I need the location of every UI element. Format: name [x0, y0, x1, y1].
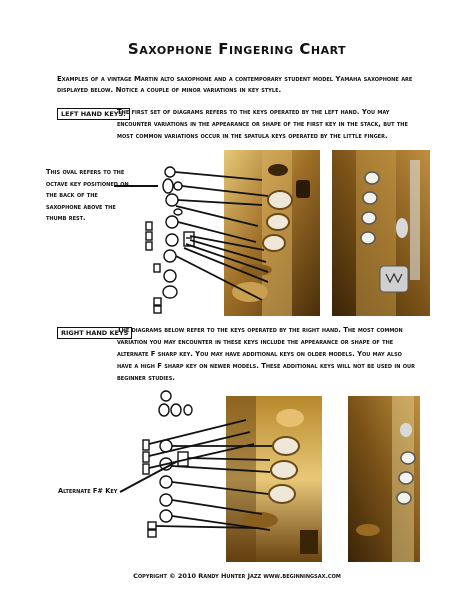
rh-key-c — [184, 405, 192, 415]
left-key-3 — [166, 234, 178, 246]
left-key-2 — [166, 216, 178, 228]
intro-text: Examples of a vintage Martin alto saxophone and a contemporary student model Yamaha saxophone are displayed below. Notice a couple of minor variations in key style. — [57, 75, 413, 94]
rh-key-3 — [160, 476, 172, 488]
left-hand-martin-photo — [224, 150, 320, 316]
footer-copyright: Copyright © 2010 Randy Hunter Jazz www.beginningsax.com — [133, 572, 341, 580]
side-key-3 — [143, 464, 149, 474]
low-b-flat-key — [163, 286, 177, 298]
low-c-key — [160, 510, 172, 522]
rh-top-key — [161, 391, 171, 401]
pinky-cluster — [184, 232, 194, 246]
left-hand-description: The first set of diagrams refers to the keys operated by the left hand. You may encounter variations in the appearance or shape of the first key in the stack, but the most common variations occur in the spatula keys operated by the little finger. — [117, 108, 408, 140]
bis-key — [174, 209, 182, 215]
right-hand-yamaha-photo — [348, 396, 420, 562]
low-key-b — [148, 530, 156, 537]
palm-key-2 — [146, 222, 152, 230]
side-key-a — [154, 298, 161, 305]
left-hand-yamaha-photo — [332, 150, 430, 316]
palm-key-3 — [146, 232, 152, 240]
front-f-key — [174, 182, 182, 190]
alternate-fsharp-label: Alternate F# Key — [58, 487, 118, 495]
low-b-key — [154, 264, 160, 272]
e-flat-key — [160, 494, 172, 506]
left-hand-tag: LEFT HAND KEYS: — [57, 108, 130, 120]
side-key-1 — [143, 440, 149, 450]
octave-key-note: This oval refers to the octave key positioned on the back of the saxophone above the thumb rest. — [46, 168, 129, 222]
rh-key-a — [159, 404, 169, 416]
side-key-b — [154, 306, 161, 313]
right-hand-description: The diagrams below refer to the keys operated by the right hand. The most common variation you may encounter in these keys include the appearance or shape of the alternate F sharp key. You may have additional keys on older models. You may also have a high F sharp key on newer models. These additional keys will not be used in our beginner studies. — [117, 326, 415, 382]
low-c-sharp-key — [164, 270, 176, 282]
right-hand-tag: RIGHT HAND KEYS — [57, 327, 132, 339]
rh-key-b — [171, 404, 181, 416]
palm-key-1 — [165, 167, 175, 177]
left-key-1 — [166, 194, 178, 206]
page-title: Saxophone Fingering Chart — [127, 40, 347, 58]
low-key-a — [148, 522, 156, 529]
g-sharp-key — [164, 250, 176, 262]
octave-key-oval — [163, 179, 173, 193]
palm-key-4 — [146, 242, 152, 250]
side-key-2 — [143, 452, 149, 462]
